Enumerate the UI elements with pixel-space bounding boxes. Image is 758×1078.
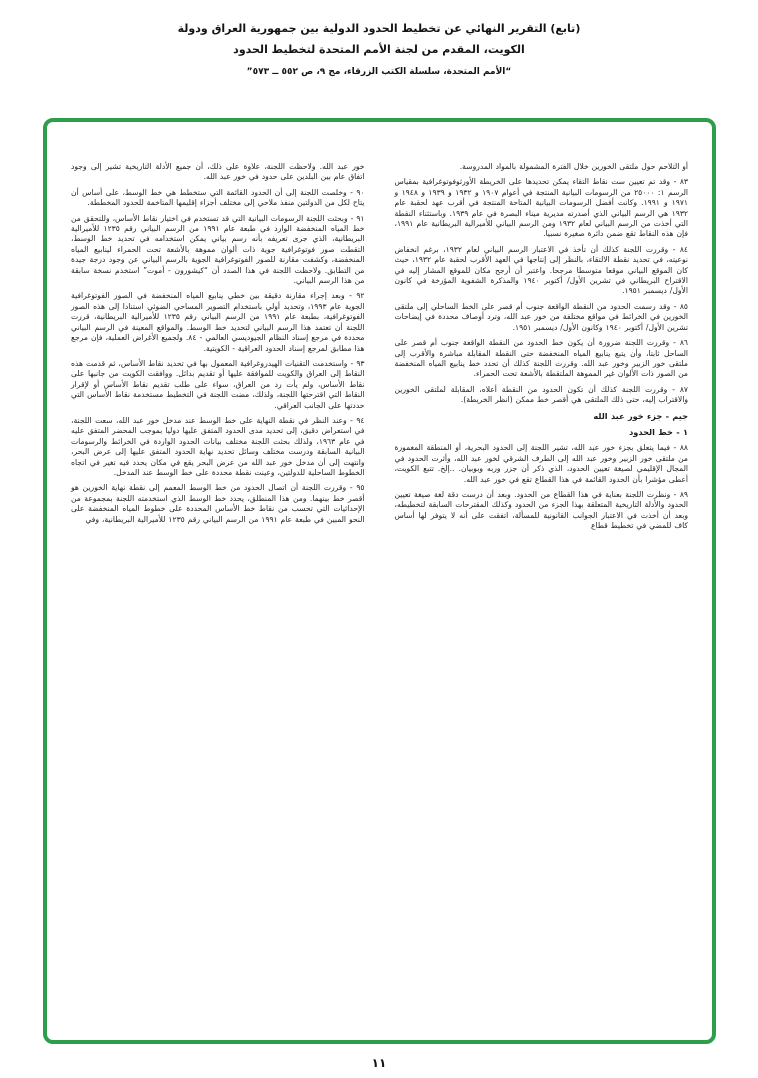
paragraph: ٨٩ - ونظرت اللجنة بعناية في هذا القطاع من الحدود. وبعد أن درست دقة لغة صيغة تعيين الحدود والأدلة التاريخية المتعلقة بهذا الجزء من الحدود وكذلك المقترحات السابقة لتخطيطه، وبعد أن أخذت في الاعتبار الجوانب القانونية للمسألة، اتفقت على أنه لا يتوفر لها أساس كاف للمضي في تخطيط قطاع (394, 489, 688, 531)
paragraph: ٨٥ - وقد رسمت الحدود من النقطة الواقعة جنوب أم قصر على الخط الساحلي إلى ملتقى الخورين في الخرائط في مواقع مختلفة من خور عبد الله، وترد أوصاف محددة في إيضاحات تشرين الأول/ أكتوبر ١٩٤٠ وكانون الأول/ ديسمبر ١٩٥١. (394, 301, 688, 332)
section-heading: ١ - خط الحدود (629, 426, 688, 437)
paragraph: ٨٧ - وقررت اللجنة كذلك أن تكون الحدود من النقطة أعلاه، المقابلة لملتقى الخورين والاقتراب إليه، حتى ذلك الملتقى هي أقصر خط ممكن (انظر الخريطة). (394, 384, 688, 405)
paragraph: ٩٢ - وبعد إجراء مقارنة دقيقة بين خطي ينابيع المياه المنخفضة في الصور الفوتوغرافية الجوية عام ١٩٩٣، وتحديد أولي باستخدام التصوير المساحي الضوئي استنادا إلى هذه الصور الفوتوغرافية، بطبعة عام ١٩٩١ من الرسم البياني رقم ١٢٣٥ للأميرالية البريطانية، قررت اللجنة أن تعتمد هذا الرسم البياني لتحديد خط الوسط. والمواقع المعينة في الرسم البياني محددة في مرجع إسناد النظام الجيوديسي العالمي - ٨٤. ولجميع الأغراض العملية، فإن مرجع هذا مطابق لمرجع إسناد الحدود العراقية - الكويتية. (71, 291, 365, 353)
paragraph: ٩٥ - وقررت اللجنة أن اتصال الحدود من خط الوسط المعمم إلى نقطة نهاية الخورين هو أقصر خط بينهما. ومن هذا المنطلق، يحدد خط الوسط الذي استخدمته اللجنة بمجموعة من الإحداثيات التي تحسب من نقاط خط الأساس المحددة على خطوط المياه المنخفضة على النحو المبين في طبعة عام ١٩٩١ من الرسم البياني رقم ١٢٣٥ للأميرالية البريطانية، وفي (71, 483, 365, 524)
section-heading: جيم - جزء خور عبد الله (593, 410, 688, 421)
paragraph: ٩١ - وبحثت اللجنة الرسومات البيانية التي قد تستخدم في اختيار نقاط الأساس، وللتحقق من خط المياه المنخفضة الوارد في طبعة عام ١٩٩١ من الرسم البياني رقم ١٢٣٥ للأميرالية البريطانية، الذي جرى تعريفه بأنه رسم بياني يمكن استخدامه في تحديد خط الوسط، التقطت صور فوتوغرافية جوية ذات ألوان مموهة بالأشعة تحت الحمراء لينابيع المياه المنخفضة، وكشفت مقارنة للصور الفوتوغرافية الجوية بالرسم البياني عن وجود درجة جيدة من التطابق. ولاحظت اللجنة في هذا الصدد أن “كيشورون - أموت” استخدم نسخة سابقة من هذا الرسم البياني. (71, 213, 365, 286)
paragraph: ٩٠ - وخلصت اللجنة إلى أن الحدود القائمة التي ستخطط هي خط الوسط، على أساس أن يتاح لكل من الدولتين منفذ ملاحي إلى مختلف أجزاء إقليمها المتاخمة للحدود المخططة. (71, 187, 365, 208)
paragraph: أو التلاحم حول ملتقى الخورين خلال الفترة المشمولة بالمواد المدروسة. (459, 162, 688, 171)
paragraph: ٩٣ - واستخدمت التقنيات الهيدروغرافية المعمول بها في تحديد نقاط الأساس، ثم قدمت هذه النقاط إلى العراق والكويت للموافقة عليها أو تقديم بدائل. ووافقت الكويت من جانبها على نقاط الأساس، ولم يأت رد من العراق، سواء على طلب تقديم نقاط الأساس أو لإقرار النقاط التي اقترحتها اللجنة، ولذلك، مضت اللجنة في التخطيط مستخدمة نقاط الأساس التي حددتها على الجانب العراقي. (71, 358, 365, 410)
page-number: ١١ (371, 1056, 387, 1070)
paragraph: ٨٣ - وقد تم تعيين ست نقاط التقاء يمكن تحديدها على الخريطة الأورثوفوتوغرافية بمقياس الرسم ١: ٢٥٠٠٠ من الرسومات البيانية المنتجة في أعوام ١٩٠٧ و ١٩٣٢ و ١٩٣٩ و ١٩٤٨ و ١٩٧١ و ١٩٩١. وكانت أفضل الرسومات البيانية المتاحة المنتجة في أقرب عهد لحقبة عام ١٩٣٢ هي الرسم البياني الذي أصدرته مديرية ميناء البصرة في عام ١٩٣٩. وباستثناء النقطة التي أخذت من الرسم البياني لعام ١٩٣٢ ومن الرسم البياني للأميرالية البريطانية عام ١٩٩١، فإن هذه النقاط تقع ضمن دائرة صغيرة نسبيا. (394, 177, 689, 239)
document-header (0, 18, 758, 81)
header-source-citation: “الأمم المتحدة، سلسلة الكتب الزرقاء، مج ٩، ص ٥٥٢ ــ ٥٧٣” (246, 67, 512, 77)
header-title-line-1: (تابع) التقرير النهائي عن تخطيط الحدود الدولية بين جمهورية العراق ودولة (177, 22, 581, 35)
column-right (395, 162, 689, 537)
column-left (71, 162, 365, 537)
header-title-line-2: الكويت، المقدم من لجنة الأمم المتحدة لتخطيط الحدود (233, 43, 525, 56)
paragraph: ٨٦ - وقررت اللجنة ضرورة أن يكون خط الحدود من النقطة الواقعة جنوب أم قصر على الساحل ثابتا، وأن يتبع ينابيع المياه المنخفضة حتى النقطة المقابلة مباشرة والأقرب إلى ملتقى خور الزبير وخور عبد الله. وقررت اللجنة كذلك أن تحدد خط ينابيع المياه المنخفضة من الصور ذات الألوان غير المموهة الملتقطة بالأشعة تحت الحمراء. (394, 338, 688, 379)
green-border-frame (43, 118, 716, 1044)
paragraph: خور عبد الله. ولاحظت اللجنة، علاوة على ذلك، أن جميع الأدلة التاريخية تشير إلى وجود اتفاق عام بين البلدين على حدود في خور عبد الله. (71, 162, 365, 182)
paragraph: ٨٤ - وقررت اللجنة كذلك أن تأخذ في الاعتبار الرسم البياني لعام ١٩٣٢، برغم انخفاض نوعيته، في تحديد نقطة الالتقاء، بالنظر إلى إنتاجها في العهد الأقرب لحقبة عام ١٩٣٢، حيث كان الموقع البياني موقعا متوسطا مرجحا. واعتبر أن أرجح مكان للموقع المشار إليه في الاقتراح البريطاني في تشرين الأول/ أكتوبر ١٩٤٠ والمذكرة الشفوية المؤرخة في كانون الأول/ ديسمبر ١٩٥١. (394, 244, 688, 296)
paragraph: ٨٨ - فيما يتعلق بجزء خور عبد الله، تشير اللجنة إلى الحدود البحرية، أو المنطقة المغمورة من ملتقى خور الزبير وخور عبد الله إلى الطرف الشرقي لخور عبد الله، وأثرت الحدود في المجال الإقليمي لصيغة تعيين الحدود، الذي ذكر أن جزر وربه وبوبيان. ..إلخ. تتبع الكويت، أعطى مؤشرا بأن الحدود القائمة في هذا القطاع تقع في خور عبد الله. (394, 443, 688, 484)
paragraph: ٩٤ - وعند النظر في نقطة النهاية على خط الوسط عند مدخل خور عبد الله، سعت اللجنة، في استعراض دقيق، إلى تحديد مدى الحدود المتفق عليها دوليا بموجب المحضر المتفق عليه في عام ١٩٦٣، ولذلك بحثت اللجنة مختلف بيانات الحدود الواردة في الخرائط والرسومات البيانية السابقة ودرست مختلف وسائل تحديد نهاية الحدود المتفق عليها إلى عرض البحر، وانتهت إلى أن مدخل خور عبد الله من عرض البحر يقع في مكان يحدد فيه تغير في اتجاه الخطوط الساحلية للدولتين، وعينت نقطة محددة على خط الوسط عند المدخل. (71, 415, 365, 477)
text-columns (71, 162, 688, 537)
